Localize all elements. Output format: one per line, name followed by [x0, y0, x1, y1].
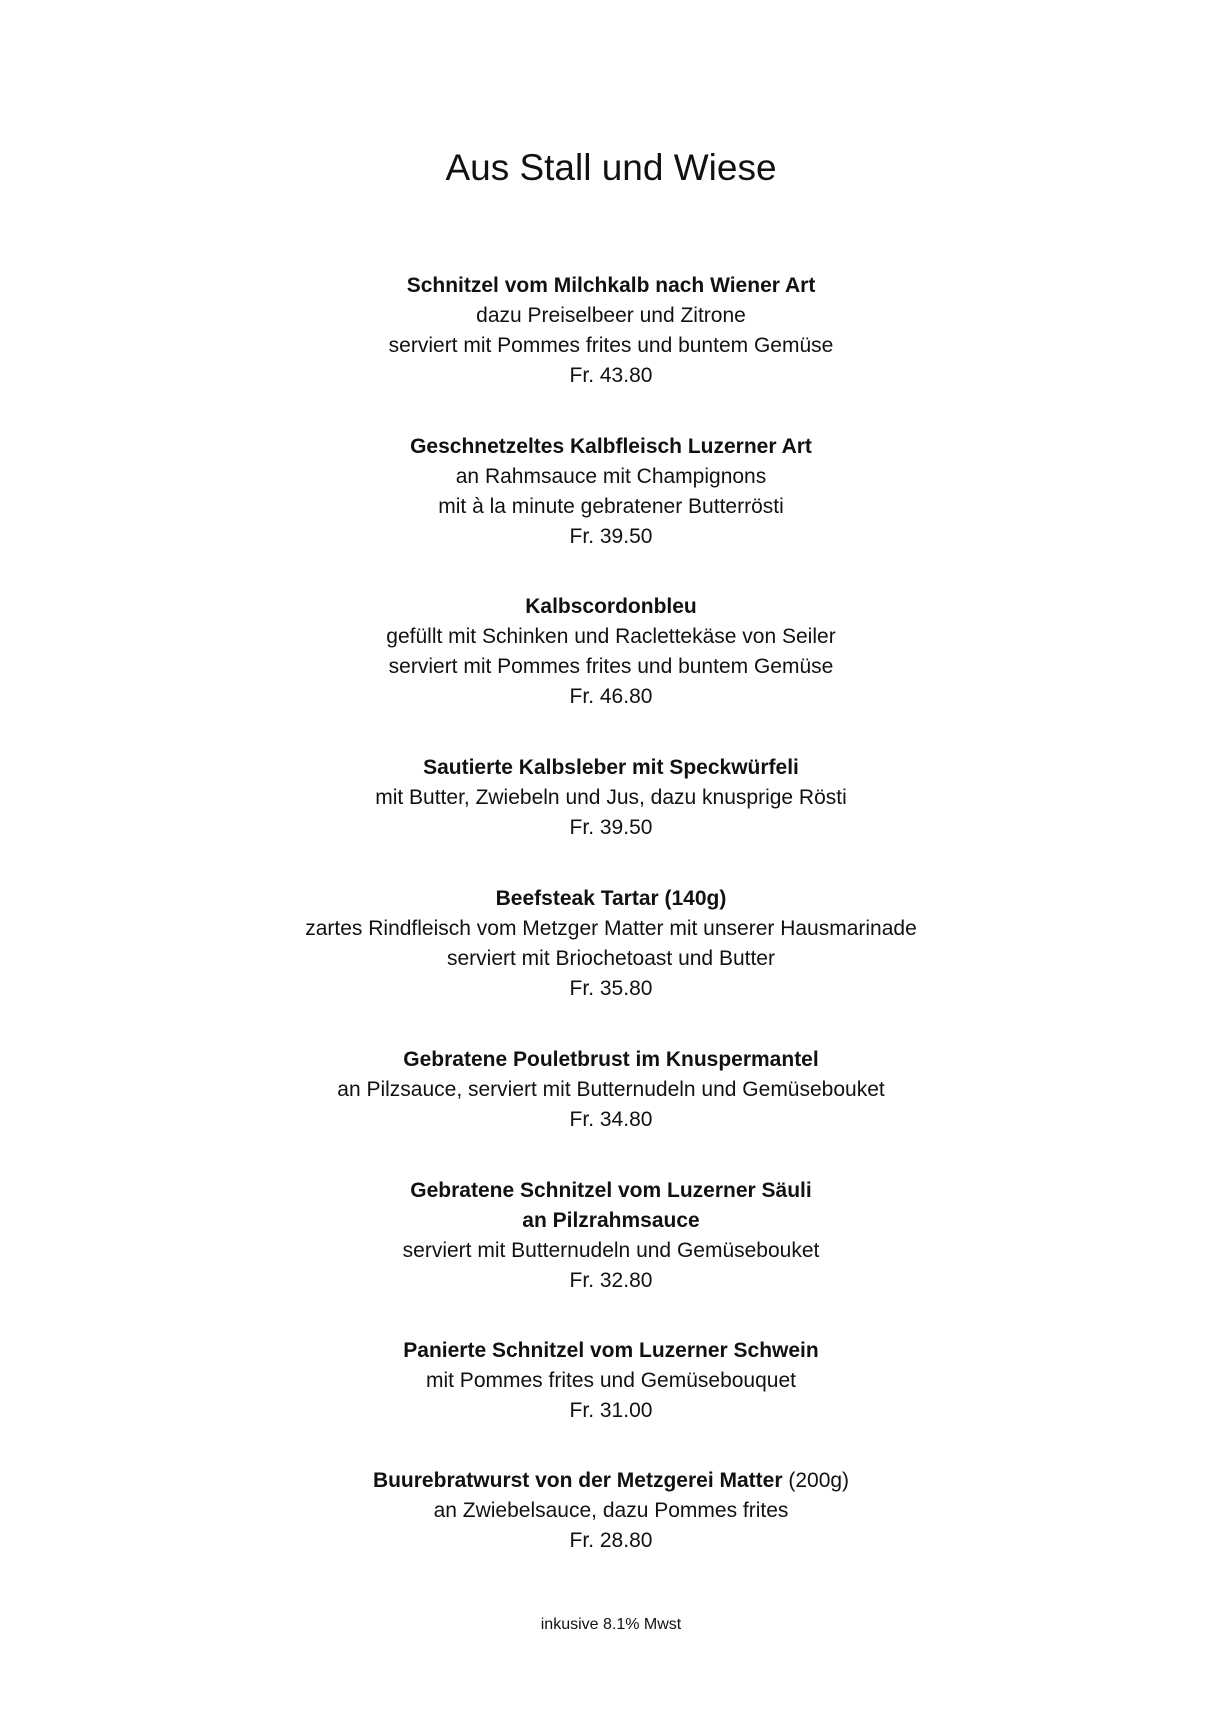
dish-price: Fr. 34.80 [569, 1108, 653, 1131]
dish-description: an Zwiebelsauce, dazu Pommes frites [433, 1499, 789, 1522]
dish-name-line [0, 1466, 1222, 1496]
dish-name: Schnitzel vom Milchkalb nach Wiener Art [406, 274, 816, 297]
dish-description: serviert mit Briochetoast und Butter [447, 947, 775, 970]
dish-name: Beefsteak Tartar (140g) [495, 887, 727, 910]
dish-price: Fr. 35.80 [569, 977, 653, 1000]
dish-description: gefüllt mit Schinken und Raclettekäse von Seiler [386, 625, 836, 648]
menu-item [0, 884, 1222, 1004]
dish-description: mit Butter, Zwiebeln und Jus, dazu knusprige Rösti [375, 786, 847, 809]
dish-description: mit à la minute gebratener Butterrösti [438, 495, 784, 518]
dish-name: Kalbscordonbleu [525, 595, 697, 618]
dish-price: Fr. 31.00 [569, 1399, 653, 1422]
menu-item [0, 1336, 1222, 1426]
dish-description: an Pilzsauce, serviert mit Butternudeln und Gemüsebouket [337, 1078, 885, 1101]
dish-name: Gebratene Pouletbrust im Knuspermantel [403, 1048, 819, 1071]
dish-description: zartes Rindfleisch vom Metzger Matter mit unserer Hausmarinade [305, 917, 917, 940]
menu-item [0, 1176, 1222, 1296]
dish-name: Sautierte Kalbsleber mit Speckwürfeli [423, 756, 799, 779]
menu-item [0, 271, 1222, 391]
dish-price: Fr. 28.80 [569, 1529, 653, 1552]
dish-price: Fr. 43.80 [569, 364, 653, 387]
menu-item [0, 753, 1222, 843]
menu-item [0, 1466, 1222, 1556]
dish-description: mit Pommes frites und Gemüsebouquet [425, 1369, 796, 1392]
dish-description: serviert mit Pommes frites und buntem Gemüse [388, 334, 834, 357]
dish-description: an Rahmsauce mit Champignons [455, 465, 767, 488]
dish-price: Fr. 39.50 [569, 525, 653, 548]
menu-item [0, 1045, 1222, 1135]
menu-item [0, 432, 1222, 552]
dish-weight: (200g) [782, 1469, 850, 1492]
dish-description: serviert mit Butternudeln und Gemüsebouket [402, 1239, 820, 1262]
dish-name: Buurebratwurst von der Metzgerei Matter [372, 1469, 783, 1492]
dish-name: Gebratene Schnitzel vom Luzerner Säuli [410, 1179, 812, 1202]
menu-item [0, 592, 1222, 712]
page-title: Aus Stall und Wiese [445, 147, 777, 188]
dish-description: serviert mit Pommes frites und buntem Gemüse [388, 655, 834, 678]
dish-price: Fr. 39.50 [569, 816, 653, 839]
dish-description: dazu Preiselbeer und Zitrone [476, 304, 746, 327]
vat-note: inkusive 8.1% Mwst [540, 1616, 682, 1633]
dish-name-continued: an Pilzrahmsauce [522, 1209, 700, 1232]
dish-price: Fr. 32.80 [569, 1269, 653, 1292]
dish-name: Geschnetzeltes Kalbfleisch Luzerner Art [410, 435, 812, 458]
dish-price: Fr. 46.80 [569, 685, 653, 708]
dish-name: Panierte Schnitzel vom Luzerner Schwein [403, 1339, 819, 1362]
